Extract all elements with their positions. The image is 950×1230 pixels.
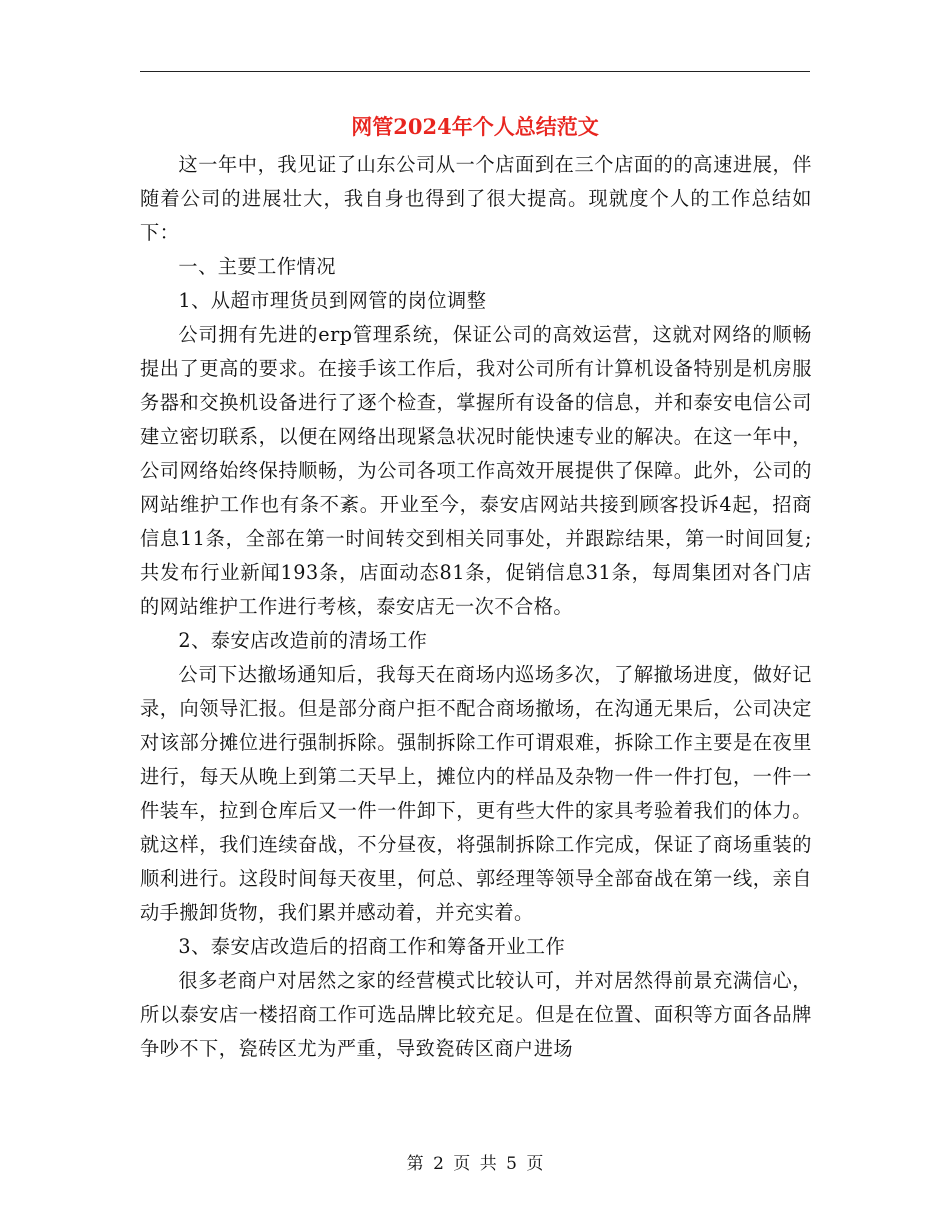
subheading-job-transfer: 1、从超市理货员到网管的岗位调整 [178, 289, 487, 312]
paragraph-clearance-work: 公司下达撤场通知后，我每天在商场内巡场多次，了解撤场进度，做好记录，向领导汇报。但是部分商户拒不配合商场撤场，在沟通无果后，公司决定对该部分摊位进行强制拆除。强制拆除工作可谓艰难，拆除工作主要是在夜里进行，每天从晚上到第二天早上，摊位内的样品及杂物一件一件打包，一件一件装车，拉到仓库后又一件一件卸下，更有些大件的家具考验着我们的体力。就这样，我们连续奋战，不分昼夜，将强制拆除工作完成，保证了商场重装的顺利进行。这段时间每天夜里，何总、郭经理等领导全部奋战在第一线，亲自动手搬卸货物，我们累并感动着，并充实着。 [140, 663, 812, 924]
paragraph-network-work: 公司拥有先进的erp管理系统，保证公司的高效运营，这就对网络的顺畅提出了更高的要求。在接手该工作后，我对公司所有计算机设备特别是机房服务器和交换机设备进行了逐个检查，掌握所有设备的信息，并和泰安电信公司建立密切联系，以便在网络出现紧急状况时能快速专业的解决。在这一年中，公司网络始终保持顺畅，为公司各项工作高效开展提供了保障。此外，公司的网站维护工作也有条不紊。开业至今，泰安店网站共接到顾客投诉4起，招商信息11条，全部在第一时间转交到相关同事处，并跟踪结果，第一时间回复;共发布行业新闻193条，店面动态81条，促销信息31条，每周集团对各门店的网站维护工作进行考核，泰安店无一次不合格。 [140, 323, 812, 618]
document-body [140, 148, 812, 1066]
subheading-recruitment: 3、泰安店改造后的招商工作和筹备开业工作 [178, 935, 566, 958]
section-heading-main-work: 一、主要工作情况 [178, 255, 336, 278]
document-title: 网管2024年个人总结范文 [351, 114, 599, 139]
page-number-footer: 第 2 页 共 5 页 [406, 1154, 544, 1174]
paragraph-recruitment-work: 很多老商户对居然之家的经营模式比较认可，并对居然得前景充满信心，所以泰安店一楼招商工作可选品牌比较充足。但是在位置、面积等方面各品牌争吵不下，瓷砖区尤为严重，导致瓷砖区商户进场 [140, 969, 812, 1060]
paragraph-intro: 这一年中，我见证了山东公司从一个店面到在三个店面的的高速进展，伴随着公司的进展壮大，我自身也得到了很大提高。现就度个人的工作总结如下： [140, 153, 812, 244]
header-rule [140, 71, 810, 72]
subheading-clearance: 2、泰安店改造前的清场工作 [178, 629, 428, 652]
